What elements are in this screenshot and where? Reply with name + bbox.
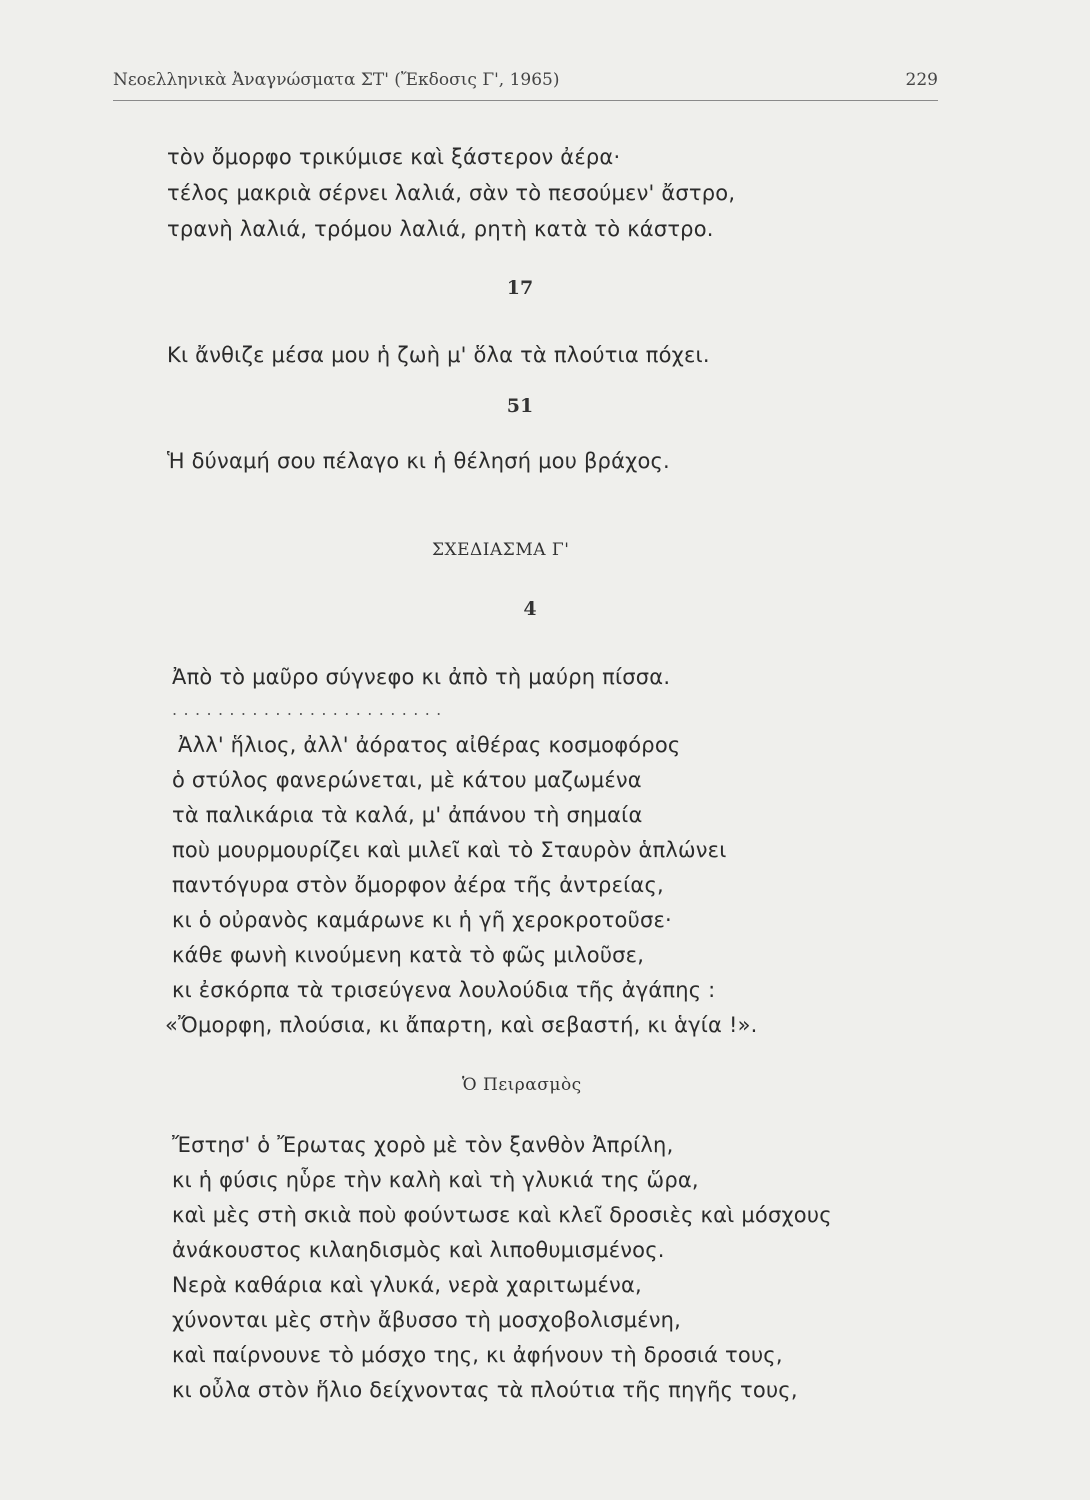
verse-line: τέλος μακριὰ σέρνει λαλιά, σὰν τὸ πεσούμεν' ἄστρο, (167, 181, 736, 205)
section-number-17: 17 (506, 277, 534, 299)
poem-title: Ὁ Πειρασμὸς (462, 1075, 582, 1095)
verse-line: ὁ στύλος φανερώνεται, μὲ κάτου μαζωμένα (172, 768, 642, 792)
verse-line: κάθε φωνὴ κινούμενη κατὰ τὸ φῶς μιλοῦσε, (172, 943, 645, 967)
verse-line: Κι ἄνθιζε μέσα μου ἡ ζωὴ μ' ὅλα τὰ πλούτια πόχει. (167, 343, 710, 367)
verse-line: χύνονται μὲς στὴν ἄβυσσο τὴ μοσχοβολισμένη, (172, 1308, 682, 1332)
verse-line: παντόγυρα στὸν ὄμορφον ἀέρα τῆς ἀντρείας, (172, 873, 664, 897)
section-number-51: 51 (506, 395, 534, 417)
verse-line: κι ἡ φύσις ηὗρε τὴν καλὴ καὶ τὴ γλυκιά της ὥρα, (172, 1168, 699, 1192)
verse-line: Ἡ δύναμή σου πέλαγο κι ἡ θέλησή μου βράχος. (167, 449, 670, 473)
verse-line: κι οὖλα στὸν ἥλιο δείχνοντας τὰ πλούτια τῆς πηγῆς τους, (172, 1378, 798, 1402)
verse-line: καὶ μὲς στὴ σκιὰ ποὺ φούντωσε καὶ κλεῖ δροσιὲς καὶ μόσχους (172, 1203, 832, 1227)
ellipsis-row: ........................ (172, 700, 448, 719)
verse-line: ποὺ μουρμουρίζει καὶ μιλεῖ καὶ τὸ Σταυρὸν ἁπλώνει (172, 838, 727, 862)
verse-line: τὰ παλικάρια τὰ καλά, μ' ἀπάνου τὴ σημαία (172, 803, 643, 827)
page-number: 229 (905, 70, 938, 90)
section-number-4: 4 (523, 598, 537, 620)
verse-line: κι ὁ οὐρανὸς καμάρωνε κι ἡ γῆ χεροκροτοῦσε· (172, 908, 672, 932)
header-title: Νεοελληνικὰ Ἀναγνώσματα ΣΤ' (Ἔκδοσις Γ', 1965) (113, 70, 560, 90)
verse-line: Ἔστησ' ὁ Ἔρωτας χορὸ μὲ τὸν ξανθὸν Ἀπρίλη, (172, 1133, 674, 1157)
verse-line: ἀνάκουστος κιλαηδισμὸς καὶ λιποθυμισμένος. (172, 1238, 665, 1262)
verse-line: τὸν ὄμορφο τρικύμισε καὶ ξάστερον ἀέρα· (167, 145, 621, 169)
sketch-heading: ΣΧΕΔΙΑΣΜΑ Γ' (432, 540, 570, 560)
verse-line: Νερὰ καθάρια καὶ γλυκά, νερὰ χαριτωμένα, (172, 1273, 642, 1297)
verse-line: Ἀπὸ τὸ μαῦρο σύγνεφο κι ἀπὸ τὴ μαύρη πίσσα. (172, 665, 671, 689)
header-rule (113, 100, 938, 101)
verse-line: Ἀλλ' ἥλιος, ἀλλ' ἀόρατος αἰθέρας κοσμοφόρος (178, 733, 681, 757)
verse-line: «Ὄμορφη, πλούσια, κι ἄπαρτη, καὶ σεβαστή, κι ἁγία !». (165, 1013, 758, 1037)
verse-line: κι ἐσκόρπα τὰ τρισεύγενα λουλούδια τῆς ἀγάπης : (172, 978, 716, 1002)
verse-line: τρανὴ λαλιά, τρόμου λαλιά, ρητὴ κατὰ τὸ κάστρο. (167, 217, 714, 241)
verse-line: καὶ παίρνουνε τὸ μόσχο της, κι ἀφήνουν τὴ δροσιά τους, (172, 1343, 783, 1367)
